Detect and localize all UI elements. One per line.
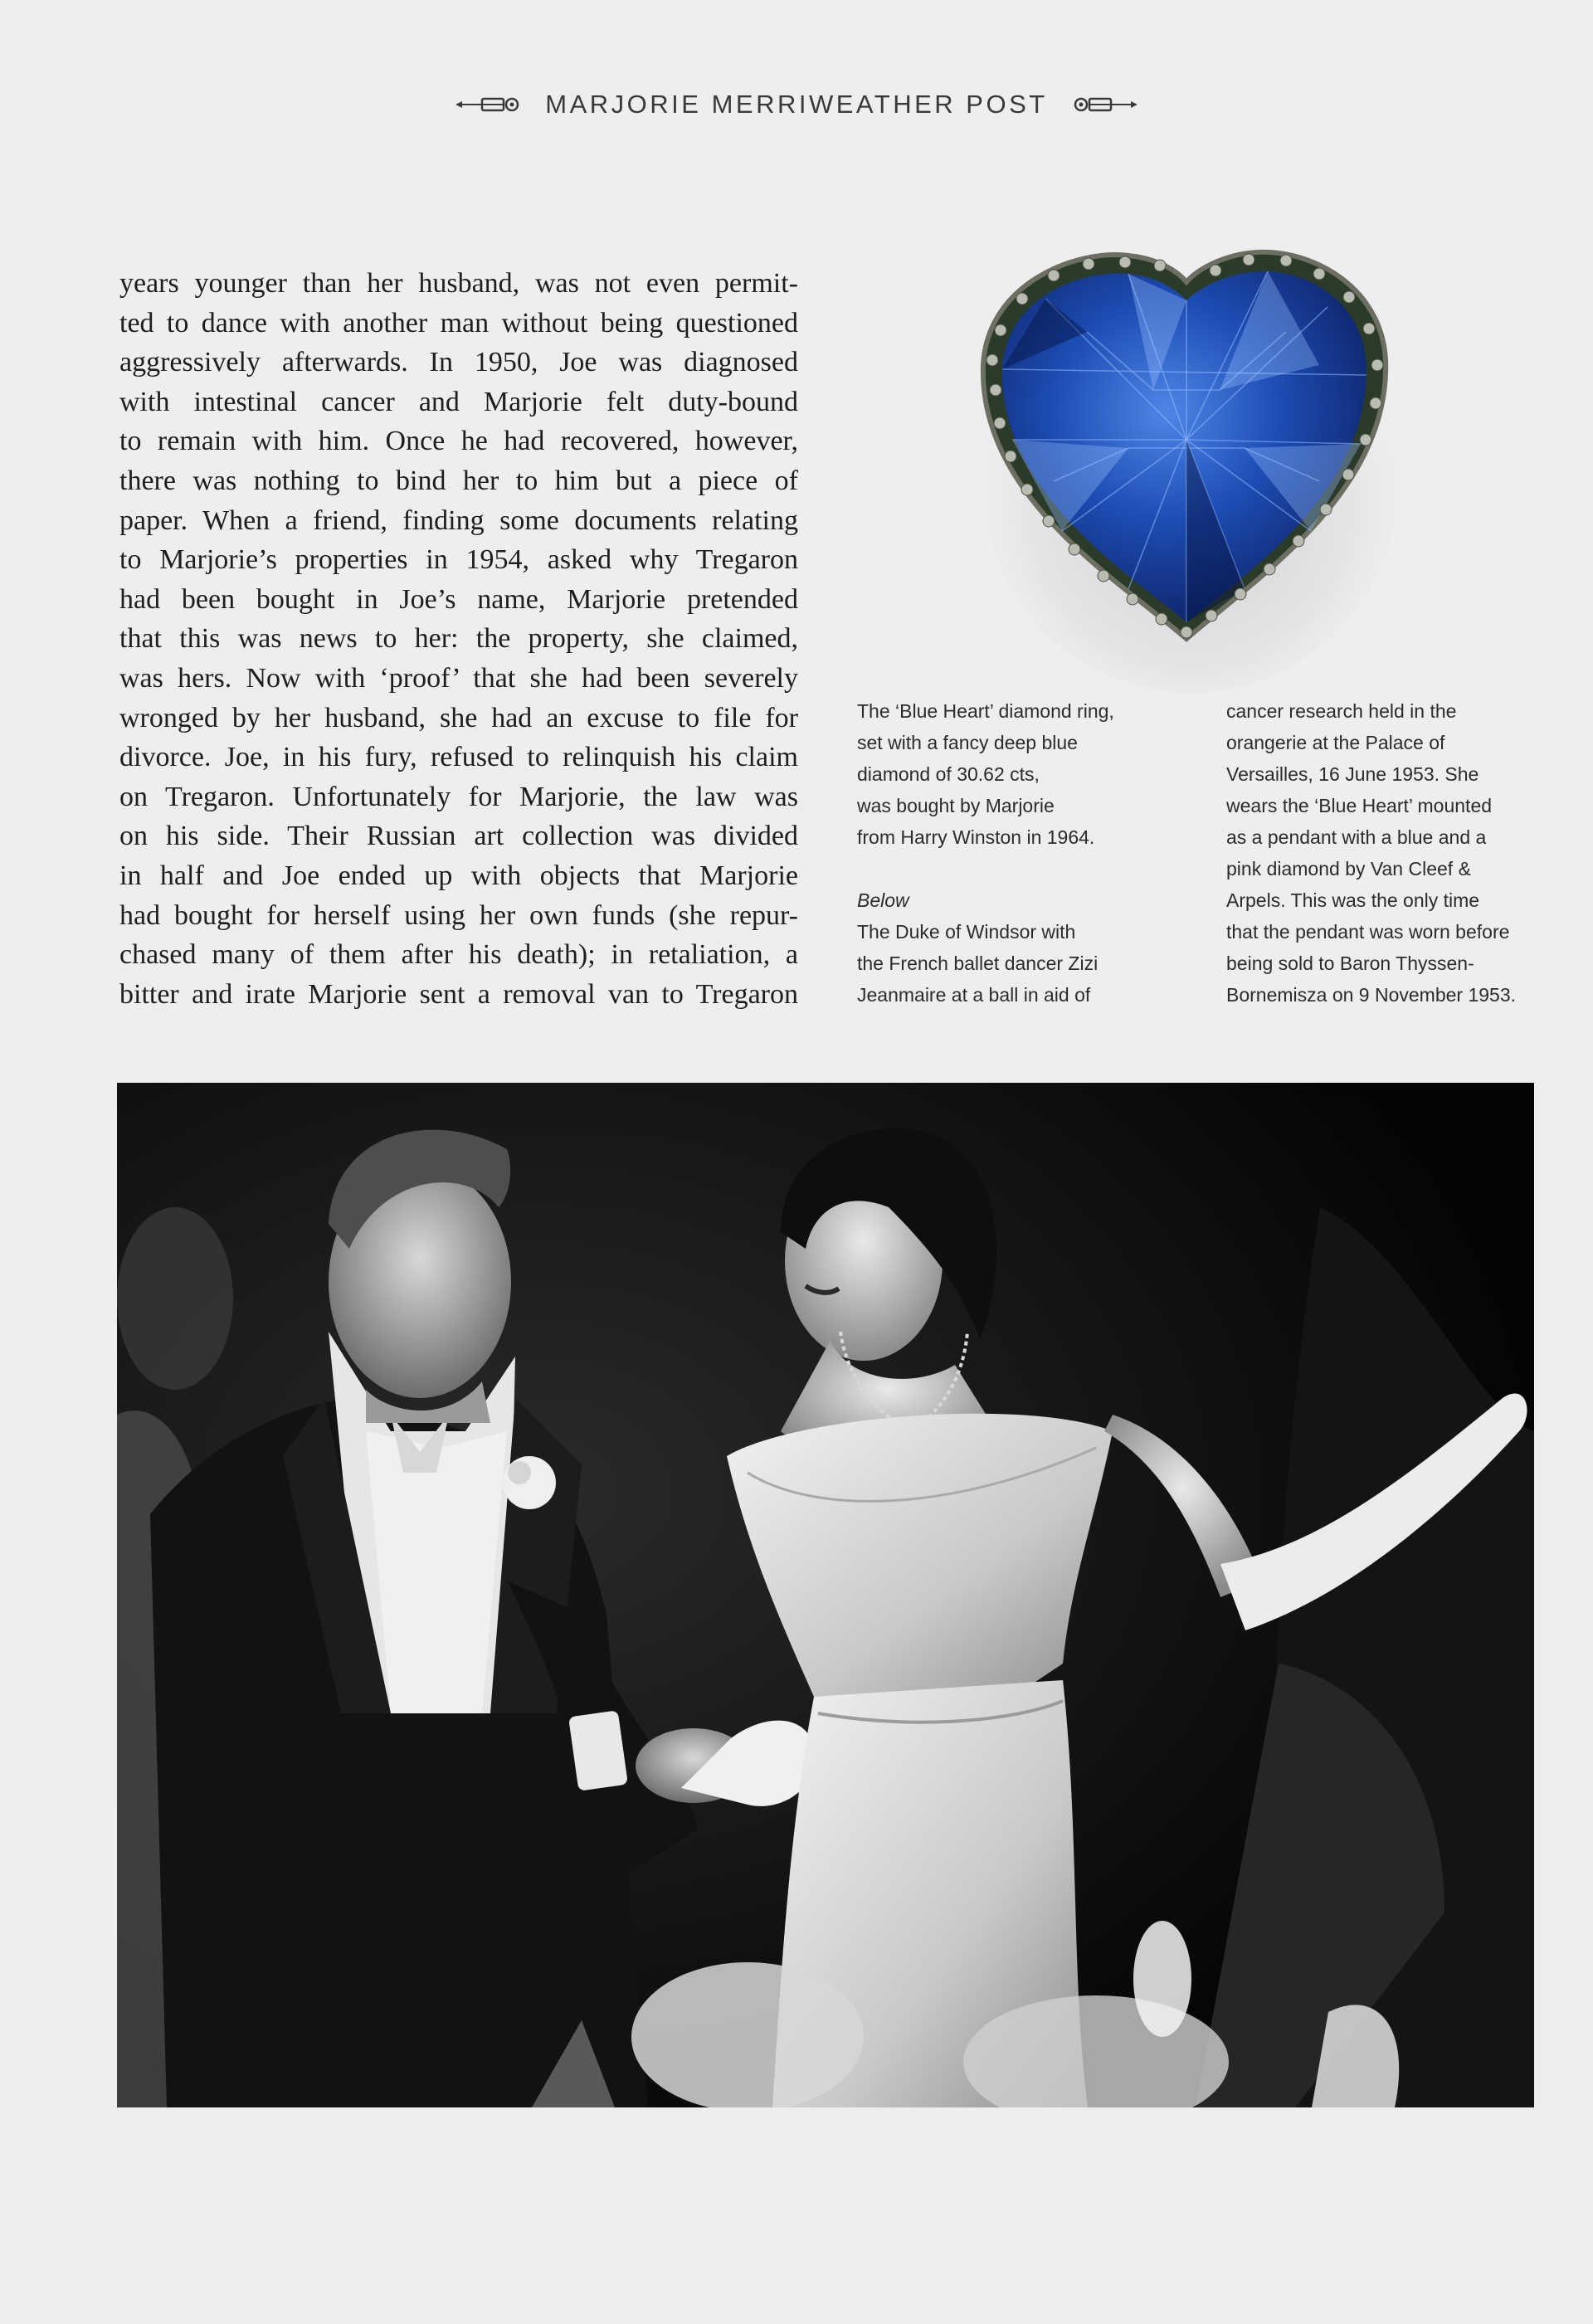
blue-heart-diamond-image: [962, 232, 1410, 697]
caption-line: The Duke of Windsor with: [857, 921, 1076, 943]
body-line: chased many of them after his death); in retaliation, a: [119, 939, 798, 971]
caption-line: from Harry Winston in 1964.: [857, 826, 1095, 848]
caption-line: that the pendant was worn before: [1226, 921, 1510, 943]
body-line: was hers. Now with ‘proof’ that she had been severely: [119, 662, 798, 694]
caption-line: pink diamond by Van Cleef &: [1226, 858, 1471, 879]
body-line: wronged by her husband, she had an excuse to file for: [119, 702, 798, 733]
caption-line: Jeanmaire at a ball in aid of: [857, 984, 1091, 1006]
caption-line: orangerie at the Palace of: [1226, 732, 1445, 753]
body-line: bitter and irate Marjorie sent a removal van to Tregaron: [119, 978, 798, 1010]
body-line: on his side. Their Russian art collection was divided: [119, 821, 798, 852]
caption-left: [857, 695, 1189, 1011]
body-line: there was nothing to bind her to him but a piece of: [119, 465, 798, 496]
body-line: that this was news to her: the property, she claimed,: [119, 623, 798, 655]
body-line: had bought for herself using her own funds (she repur-: [119, 899, 798, 931]
body-line: with intestinal cancer and Marjorie felt duty-bound: [119, 386, 798, 417]
caption-line: The ‘Blue Heart’ diamond ring,: [857, 700, 1114, 722]
body-line: paper. When a friend, finding some documents relating: [119, 504, 798, 536]
body-line: ted to dance with another man without being questioned: [119, 307, 798, 339]
caption-line: set with a fancy deep blue: [857, 732, 1078, 753]
caption-line: cancer research held in the: [1226, 700, 1457, 722]
body-line: in half and Joe ended up with objects that Marjorie: [119, 860, 798, 891]
body-line: to remain with him. Once he had recovered, however,: [119, 426, 798, 457]
body-line: divorce. Joe, in his fury, refused to relinquish his claim: [119, 742, 798, 773]
ring-caption: [857, 695, 1189, 853]
caption-line: Versailles, 16 June 1953. She: [1226, 763, 1479, 785]
below-caption-continued: [1226, 695, 1575, 1011]
duke-and-dancer-photo: [117, 1083, 1534, 2107]
body-line: to Marjorie’s properties in 1954, asked why Tregaron: [119, 544, 798, 576]
running-head: [0, 90, 1593, 119]
caption-line: was bought by Marjorie: [857, 795, 1055, 816]
caption-line: diamond of 30.62 cts,: [857, 763, 1040, 785]
caption-line: Bornemisza on 9 November 1953.: [1226, 984, 1517, 1006]
caption-line: the French ballet dancer Zizi: [857, 952, 1099, 974]
body-text: [119, 264, 798, 1014]
caption-line: Arpels. This was the only time: [1226, 889, 1480, 911]
ornament-left-icon: [454, 95, 524, 114]
caption-line: being sold to Baron Thyssen-: [1226, 952, 1474, 974]
ornament-right-icon: [1069, 95, 1139, 114]
caption-line: wears the ‘Blue Heart’ mounted: [1226, 795, 1493, 816]
body-line: had been bought in Joe’s name, Marjorie pretended: [119, 583, 798, 615]
caption-right: [1226, 695, 1575, 1011]
below-caption-start: [857, 884, 1189, 1011]
running-head-title: MARJORIE MERRIWEATHER POST: [545, 90, 1048, 119]
body-line: on Tregaron. Unfortunately for Marjorie, the law was: [119, 781, 798, 812]
body-line: aggressively afterwards. In 1950, Joe was diagnosed: [119, 347, 798, 378]
below-label: Below: [857, 889, 909, 911]
caption-line: as a pendant with a blue and a: [1226, 826, 1487, 848]
body-line: years younger than her husband, was not even permit-: [119, 268, 798, 299]
